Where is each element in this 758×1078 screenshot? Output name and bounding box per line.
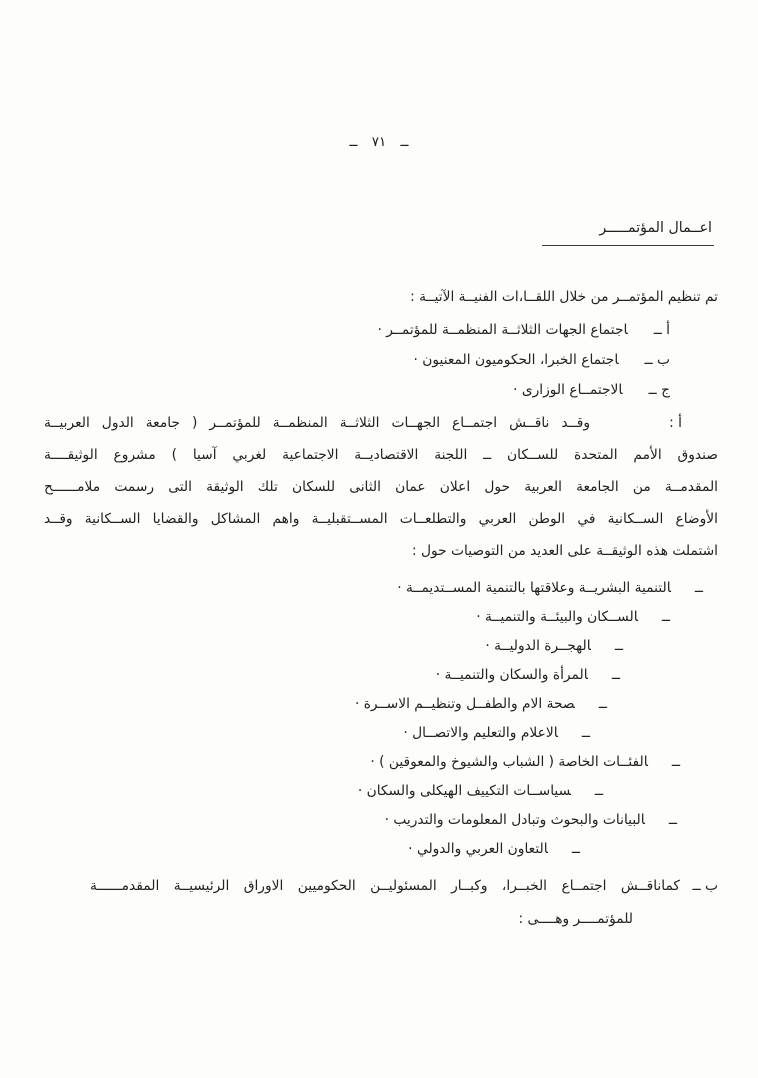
recommendation-text: الســكان والبيئــة والتنميــة · <box>476 609 638 625</box>
paragraph-line: المقدمــة من الجامعة العربية حول اعلان عمان الثانى للسكان تلك الوثيقة التى رسمت ملامــــــح <box>44 479 718 495</box>
paragraph-line: وقــد ناقــش اجتمــاع الجهــات الثلاثــة المنظمــة للمؤتمــر ( جامعة الدول العربيــة <box>44 415 590 431</box>
list-item-marker: ج ــ <box>648 382 670 398</box>
recommendation-text: التعاون العربي والدولي · <box>408 841 548 857</box>
paragraph-line: صندوق الأمم المتحدة للســكان ــ اللجنة الاقتصاديــة الاجتماعية لغربي آسيا ) مشروع الوثيقــــة <box>44 447 718 463</box>
recommendation-item <box>403 725 590 741</box>
intro-line: تم تنظيم المؤتمــر من خلال اللقــا،ات الفنيــة الآتيــة : <box>410 289 718 305</box>
recommendation-item <box>476 609 670 625</box>
bullet-dash: ــ <box>598 696 607 712</box>
list-item-text: اجتماع الخبرا، الحكوميون المعنيون · <box>413 352 619 368</box>
list-item-text: اجتماع الجهات الثلاثــة المنظمــة للمؤتمــر · <box>377 322 628 338</box>
bullet-dash: ــ <box>581 725 590 741</box>
paragraph-line: الأوضاع الســكانية في الوطن العربي والتطلعــات المســتقبليــة واهم المشاكل والقضايا الســكانية وقــد <box>44 511 718 527</box>
recommendation-item <box>397 580 703 596</box>
bullet-dash: ــ <box>671 754 680 770</box>
bullet-dash: ــ <box>668 812 677 828</box>
list-item <box>513 382 670 398</box>
recommendation-text: سياســات التكييف الهيكلى والسكان · <box>357 783 571 799</box>
bullet-dash: ــ <box>614 638 623 654</box>
section-a-marker: أ : <box>669 415 682 431</box>
recommendation-item <box>355 696 607 712</box>
list-item-marker: أ ــ <box>653 322 670 338</box>
bullet-dash: ــ <box>661 609 670 625</box>
bullet-dash: ــ <box>571 841 580 857</box>
recommendation-item <box>485 638 623 654</box>
section-b-marker: ب ــ <box>692 878 718 894</box>
paragraph-line: للمؤتمــــر وهــــى : <box>518 911 633 927</box>
bullet-dash: ــ <box>594 783 603 799</box>
recommendation-item <box>408 841 580 857</box>
list-item <box>414 352 670 368</box>
page-number: ــ ٧١ ــ <box>349 134 409 150</box>
paragraph-line: كماناقــش اجتمــاع الخبــرا، وكبــار المسئوليــن الحكوميين الاوراق الرئيسيــة المقدمــــــة <box>90 878 680 894</box>
recommendation-item <box>370 754 680 770</box>
section-heading: اعــمال المؤتمـــــر <box>542 220 714 246</box>
bullet-dash: ــ <box>611 667 620 683</box>
recommendation-text: البيانات والبحوث وتبادل المعلومات والتدريب · <box>384 812 645 828</box>
recommendation-text: الاعلام والتعليم والاتصــال · <box>403 725 558 741</box>
recommendation-item <box>436 667 620 683</box>
recommendation-text: الفئــات الخاصة ( الشباب والشيوخ والمعوقين ) · <box>370 754 648 770</box>
list-item <box>377 322 670 338</box>
paragraph-line: اشتملت هذه الوثيقــة على العديد من التوصيات حول : <box>411 543 718 559</box>
list-item-text: الاجتمــاع الوزارى · <box>513 382 623 398</box>
recommendation-text: المرأة والسكان والتنميــة · <box>435 667 588 683</box>
recommendation-text: التنمية البشريــة وعلاقتها بالتنمية المســتديمــة · <box>397 580 671 596</box>
recommendation-text: صحة الام والطفــل وتنظيــم الاســرة · <box>354 696 575 712</box>
bullet-dash: ــ <box>694 580 703 596</box>
recommendation-text: الهجــرة الدوليــة · <box>485 638 591 654</box>
recommendation-item <box>385 812 677 828</box>
list-item-marker: ب ــ <box>644 352 670 368</box>
recommendation-item <box>358 783 603 799</box>
